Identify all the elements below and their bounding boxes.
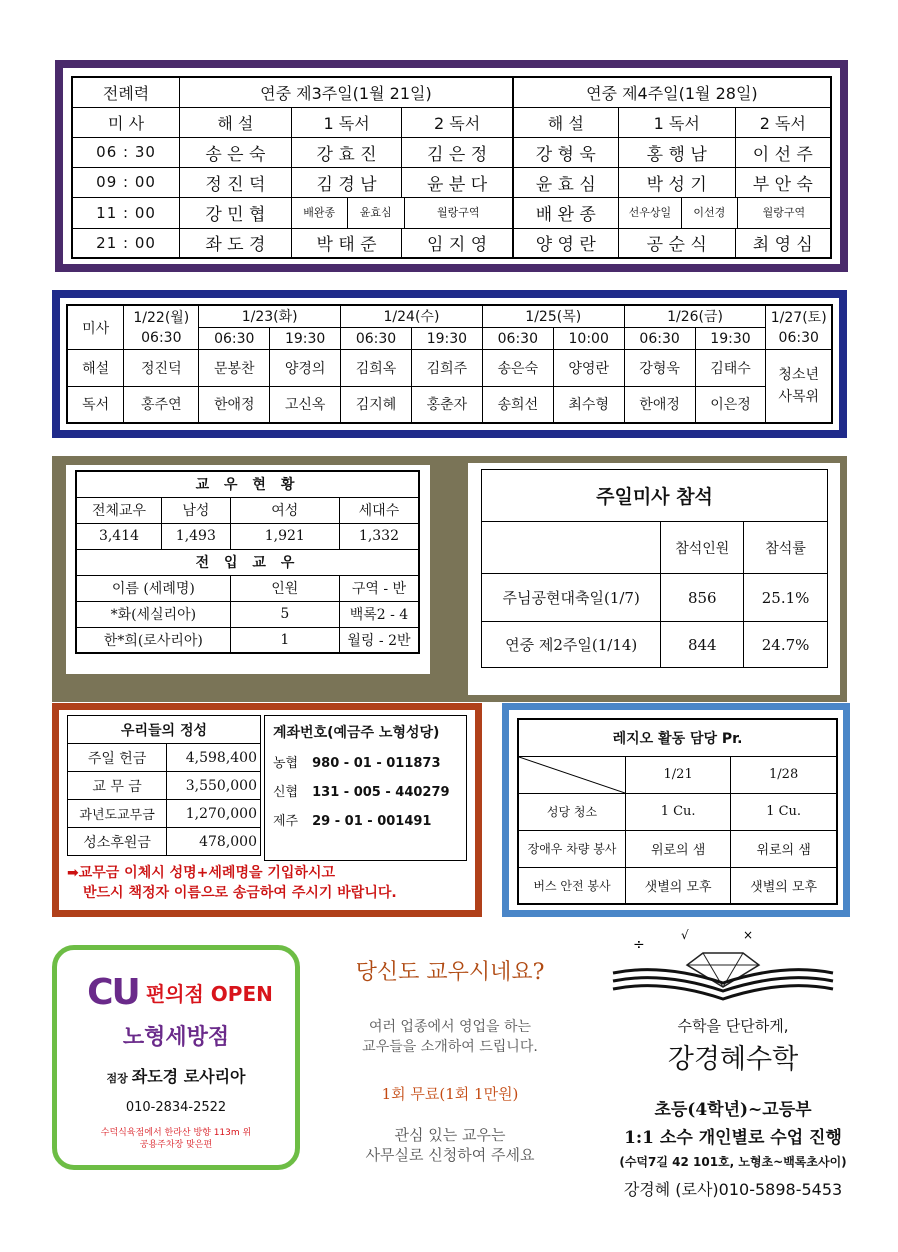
role-header: 해 설 (180, 107, 292, 137)
role-header: 1 독서 (618, 107, 735, 137)
table-cell: 24.7% (744, 622, 828, 668)
table-cell: 한애정 (624, 386, 695, 423)
table-cell: 송희선 (482, 386, 553, 423)
offering-table (67, 715, 261, 856)
store-manager (57, 1064, 295, 1087)
table-cell: 윤 분 다 (402, 167, 513, 197)
role-header: 2 독서 (402, 107, 513, 137)
academy-grades: 초등(4학년)~고등부 (654, 1100, 812, 1120)
cu-brand: CU (87, 972, 139, 1013)
table-cell: 844 (661, 622, 744, 668)
table-cell: 교 무 금 (68, 772, 167, 800)
diagonal-line (519, 757, 625, 793)
table-cell: 월랑구역 (436, 205, 480, 219)
ad-line: 교우들을 소개하여 드립니다. (362, 1039, 538, 1055)
attendance-header: 참석률 (744, 522, 828, 574)
table-cell: 한*희(로사리아) (76, 627, 230, 653)
math-academy-ad (598, 925, 868, 1205)
table-cell: 샛별의 모후 (626, 867, 731, 904)
store-ad (52, 945, 300, 1170)
account-title-label: 계좌번호 (273, 725, 328, 741)
mass-label: 미사 (67, 305, 124, 350)
members-header: 남성 (162, 497, 231, 523)
sunday-schedule-panel (55, 60, 848, 272)
table-cell: 김희옥 (341, 350, 412, 387)
members-panel (66, 465, 430, 674)
cu-logo (67, 972, 293, 1012)
ad-apply (315, 1125, 585, 1165)
address-line: 공용주차장 맞은편 (139, 1140, 213, 1150)
book-diamond-icon (603, 925, 843, 1005)
academy-class: 1:1 소수 개인별로 수업 진행 (624, 1128, 842, 1148)
legio-table (517, 718, 838, 905)
mass-label: 미 사 (72, 107, 180, 137)
table-cell: 478,000 (167, 828, 261, 856)
day-header: 1/23(화) (199, 305, 341, 327)
table-cell: 위로의 샘 (731, 830, 837, 867)
table-cell: 주님공현대축일(1/7) (482, 574, 661, 622)
new-members-title: 전 입 교 우 (76, 549, 419, 575)
table-cell: 4,598,400 (167, 744, 261, 772)
notice-line: 반드시 책정자 이름으로 송금하여 주시기 바랍니다. (83, 885, 397, 901)
account-title (273, 722, 458, 742)
members-value: 3,414 (76, 523, 162, 549)
ad-line: 관심 있는 교우는 (394, 1126, 506, 1144)
new-members-header: 이름 (세례명) (76, 575, 230, 601)
table-cell: 강 민 협 (180, 197, 292, 228)
table-cell: 배 완 종 (513, 197, 619, 228)
table-cell: 고신옥 (270, 386, 341, 423)
new-members-header: 구역 - 반 (339, 575, 419, 601)
svg-text:÷: ÷ (633, 937, 645, 953)
table-cell: 최수형 (553, 386, 624, 423)
table-cell: 연중 제2주일(1/14) (482, 622, 661, 668)
table-cell: 강형욱 (624, 350, 695, 387)
role-header: 1 독서 (291, 107, 402, 137)
legio-title: 레지오 활동 담당 Pr. (518, 719, 837, 756)
table-cell: 3,550,000 (167, 772, 261, 800)
legio-task: 성당 청소 (518, 793, 626, 830)
members-value: 1,493 (162, 523, 231, 549)
manager-name: 좌도경 로사리아 (131, 1067, 246, 1086)
table-cell: 백록2 - 4 (339, 601, 419, 627)
table-cell: 문봉찬 (199, 350, 270, 387)
new-members-header: 인원 (230, 575, 339, 601)
table-cell: 양영란 (553, 350, 624, 387)
ad-line: 사무실로 신청하여 주세요 (365, 1146, 535, 1164)
mass-time: 06:30 (624, 327, 695, 349)
mass-time: 19:30 (411, 327, 482, 349)
mass-time: 10:00 (553, 327, 624, 349)
table-cell: 송은숙 (482, 350, 553, 387)
table-cell: 송 은 숙 (180, 137, 292, 167)
attendance-title: 주일미사 참석 (482, 470, 828, 522)
mass-time: 06:30 (124, 327, 199, 349)
reading-label: 독서 (67, 386, 124, 423)
table-cell: 윤 효 심 (513, 167, 619, 197)
table-cell: 강 효 진 (291, 137, 402, 167)
mass-time: 06:30 (341, 327, 412, 349)
table-cell: 1 Cu. (731, 793, 837, 830)
table-cell: *화(세실리아) (76, 601, 230, 627)
table-cell: 25.1% (744, 574, 828, 622)
table-cell: 1 (230, 627, 339, 653)
table-cell: 윤효심 (348, 198, 405, 228)
table-cell: 이선경 (682, 198, 738, 228)
members-header: 여성 (230, 497, 339, 523)
members-table (75, 470, 420, 654)
table-cell: 임 지 영 (402, 228, 513, 258)
table-cell: 1,270,000 (167, 800, 261, 828)
offering-title: 우리들의 정성 (68, 716, 261, 744)
account-number: 980 - 01 - 011873 (312, 756, 441, 771)
saturday-note: 청소년 사목위 (766, 350, 832, 423)
table-cell: 김지혜 (341, 386, 412, 423)
table-cell: 월랑구역 (762, 205, 806, 219)
ad-heading: 당신도 교우시네요? (355, 960, 545, 985)
bank-name: 제주 (273, 814, 299, 829)
table-cell: 최 영 심 (735, 228, 831, 258)
table-cell: 선우상일 (619, 198, 682, 228)
account-number: 29 - 01 - 001491 (312, 814, 432, 829)
weekday-schedule-table (66, 304, 833, 424)
day-header: 1/24(수) (341, 305, 483, 327)
members-title: 교 우 현 황 (76, 471, 419, 497)
table-cell: 양경의 (270, 350, 341, 387)
legio-date: 1/21 (626, 756, 731, 793)
week1-header: 연중 제3주일(1월 21일) (180, 77, 513, 107)
account-row (273, 781, 458, 800)
account-owner: (예금주 노형성당) (327, 725, 440, 741)
table-cell: 월링 - 2반 (339, 627, 419, 653)
diagonal-cell (518, 756, 626, 793)
table-cell: 856 (661, 574, 744, 622)
table-cell: 한애정 (199, 386, 270, 423)
table-cell: 이은정 (695, 386, 766, 423)
bank-name: 신협 (273, 785, 299, 800)
mass-time: 19:30 (695, 327, 766, 349)
bank-name: 농협 (273, 756, 299, 771)
table-cell: 정진덕 (124, 350, 199, 387)
ad-description (315, 1017, 585, 1057)
legio-panel (502, 703, 850, 917)
attendance-panel (468, 463, 840, 695)
legio-task: 버스 안전 봉사 (518, 867, 626, 904)
day-header: 1/22(월) (124, 305, 199, 327)
offering-notice (67, 863, 397, 903)
manager-label: 점장 (106, 1072, 128, 1085)
members-value: 1,332 (339, 523, 419, 549)
table-cell: 주일 헌금 (68, 744, 167, 772)
mass-time: 11 : 00 (72, 197, 180, 228)
account-row (273, 810, 458, 829)
table-cell: 성소후원금 (68, 828, 167, 856)
attendance-header: 참석인원 (661, 522, 744, 574)
table-cell: 김 은 정 (402, 137, 513, 167)
account-number: 131 - 005 - 440279 (312, 785, 450, 800)
table-cell: 홍주연 (124, 386, 199, 423)
table-cell: 홍춘자 (411, 386, 482, 423)
table-cell: 5 (230, 601, 339, 627)
attendance-table (481, 469, 828, 668)
table-cell: 홍 행 남 (618, 137, 735, 167)
store-address (57, 1127, 295, 1151)
mass-time: 06:30 (199, 327, 270, 349)
table-cell: 김태수 (695, 350, 766, 387)
academy-address: (수덕7길 42 101호, 노형초~백록초사이) (619, 1155, 847, 1169)
mass-time: 21 : 00 (72, 228, 180, 258)
open-text: 편의점 OPEN (145, 982, 273, 1006)
weekday-schedule-panel (52, 290, 847, 438)
table-cell: 정 진 덕 (180, 167, 292, 197)
table-cell: 좌 도 경 (180, 228, 292, 258)
store-phone: 010-2834-2522 (125, 1100, 227, 1115)
academy-slogan: 수학을 단단하게, (677, 1017, 789, 1035)
empty-cell (482, 522, 661, 574)
store-name: 노형세방점 (122, 1025, 230, 1050)
table-cell: 양 영 란 (513, 228, 619, 258)
split-cell (291, 197, 513, 228)
table-cell: 과년도교무금 (68, 800, 167, 828)
mass-time: 06 : 30 (72, 137, 180, 167)
role-header: 2 독서 (735, 107, 831, 137)
table-cell: 공 순 식 (618, 228, 735, 258)
svg-text:√: √ (681, 928, 689, 942)
legio-date: 1/28 (731, 756, 837, 793)
table-cell: 김 경 남 (291, 167, 402, 197)
table-cell: 배완종 (292, 198, 348, 228)
ad-price: 1회 무료(1회 1만원) (381, 1085, 519, 1103)
liturgical-label: 전례력 (72, 77, 180, 107)
members-value: 1,921 (230, 523, 339, 549)
academy-phone: 강경혜 (로사)010-5898-5453 (623, 1180, 843, 1199)
table-cell: 김희주 (411, 350, 482, 387)
commentary-label: 해설 (67, 350, 124, 387)
address-line: 수덕식육점에서 한라산 방향 113m 위 (100, 1128, 252, 1138)
split-cell (618, 197, 831, 228)
table-cell: 박 성 기 (618, 167, 735, 197)
offering-panel (52, 703, 482, 917)
table-cell: 1 Cu. (626, 793, 731, 830)
legio-task: 장애우 차량 봉사 (518, 830, 626, 867)
ad-line: 여러 업종에서 영업을 하는 (368, 1019, 532, 1035)
day-header: 1/25(목) (482, 305, 624, 327)
notice-line: ➡교무금 이체시 성명+세례명을 기입하시고 (67, 865, 335, 881)
mass-time: 06:30 (482, 327, 553, 349)
members-header: 세대수 (339, 497, 419, 523)
mass-time: 19:30 (270, 327, 341, 349)
account-box (264, 715, 467, 861)
members-header: 전체교우 (76, 497, 162, 523)
table-cell: 이 선 주 (735, 137, 831, 167)
account-row (273, 752, 458, 771)
table-cell: 박 태 준 (291, 228, 402, 258)
role-header: 해 설 (513, 107, 619, 137)
table-cell: 부 안 숙 (735, 167, 831, 197)
mass-time: 09 : 00 (72, 167, 180, 197)
mass-time: 06:30 (766, 327, 832, 349)
table-cell: 위로의 샘 (626, 830, 731, 867)
table-cell: 샛별의 모후 (731, 867, 837, 904)
week2-header: 연중 제4주일(1월 28일) (513, 77, 831, 107)
day-header: 1/27(토) (766, 305, 832, 327)
svg-text:×: × (743, 928, 754, 942)
sunday-schedule-table (71, 76, 832, 259)
member-business-ad (315, 955, 585, 1175)
day-header: 1/26(금) (624, 305, 766, 327)
academy-name: 강경혜수학 (667, 1044, 799, 1075)
table-cell: 강 형 욱 (513, 137, 619, 167)
